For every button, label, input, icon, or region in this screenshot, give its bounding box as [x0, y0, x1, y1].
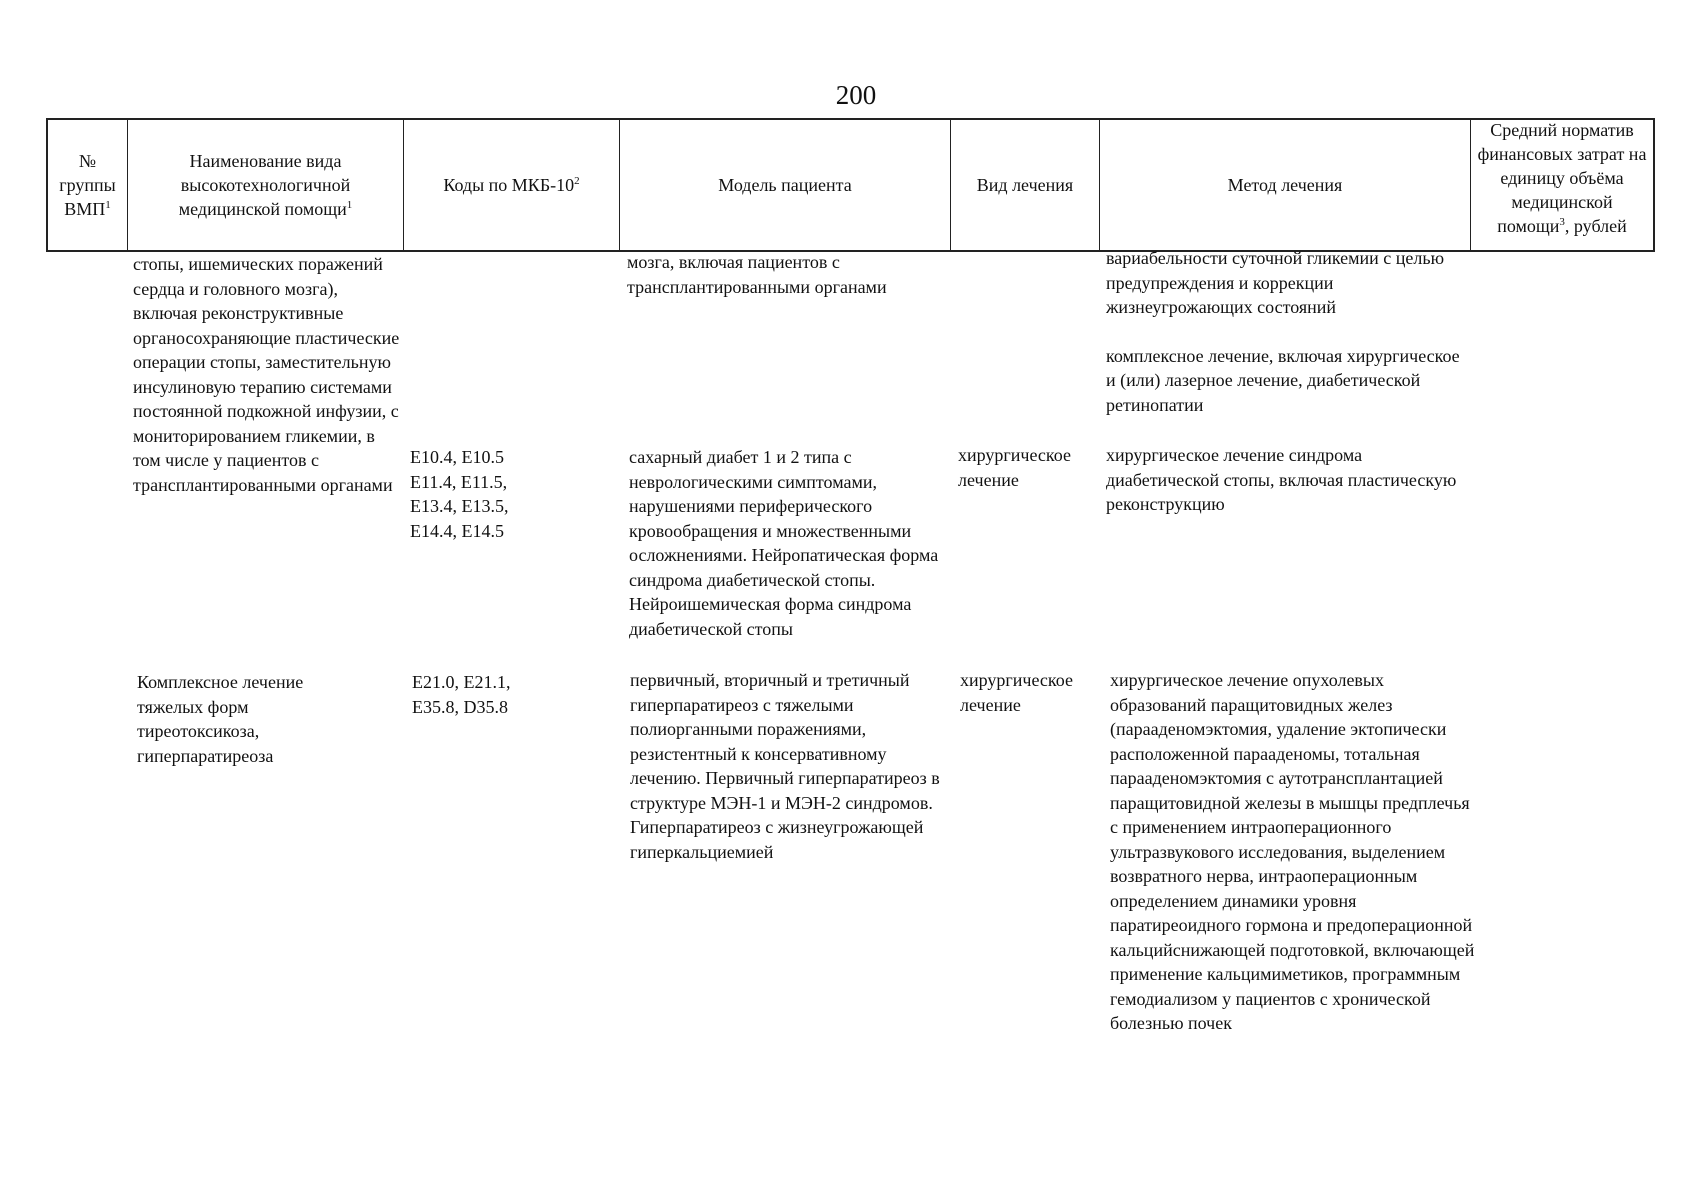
row-0-method-1: вариабельности суточной гликемии с целью предупреждения и коррекции жизнеугрожающих состояний [1106, 248, 1445, 317]
header-cost-standard [1470, 118, 1653, 250]
row-2-patient-model: первичный, вторичный и третичный гиперпаратиреоз с тяжелыми полиорганными поражениями, резистентный к консервативному лечению. Первичный гиперпаратиреоз в структуре МЭН-1 и МЭН-2 синдромов. Гиперпаратиреоз с жизнеугрожающей гиперкальциемией [630, 670, 940, 862]
header-group-number [48, 120, 127, 250]
footnote-marker: 3 [1559, 216, 1565, 228]
footnote-marker: 1 [346, 199, 353, 211]
header-patient-model-label: Модель пациента [718, 175, 852, 195]
header-icd-codes-label: Коды по МКБ-10 [443, 175, 575, 195]
row-2-icd-codes: E21.0, E21.1, E35.8, D35.8 [412, 672, 511, 717]
header-group-number-label: № группы ВМП [59, 151, 116, 219]
row-1-treatment-type: хирургическое лечение [958, 445, 1071, 490]
row-2-care-type: Комплексное лечение тяжелых форм тиреотоксикоза, гиперпаратиреоза [137, 672, 304, 766]
header-treatment-method [1099, 120, 1470, 250]
header-patient-model [619, 120, 950, 250]
header-care-type-label: Наименование вида высокотехнологичной медицинской помощи [178, 151, 351, 219]
header-treatment-type [950, 120, 1099, 250]
footnote-marker: 1 [105, 199, 111, 211]
row-1-icd-codes: E10.4, E10.5 E11.4, E11.5, E13.4, E13.5, E14.4, E14.5 [410, 447, 509, 541]
row-1-patient-model: сахарный диабет 1 и 2 типа с неврологическими симптомами, нарушениями периферического кровообращения и множественными осложнениями. Нейропатическая форма синдрома диабетической стопы. Нейроишемическая форма синдрома диабетической стопы [629, 447, 939, 639]
row-2-method: хирургическое лечение опухолевых образований паращитовидных желез (парааденомэктомия, удаление эктопически расположенной парааденомы, тотальная парааденомэктомия с аутотрансплантацией паращитовидной железы в мышцы предплечья с применением интраоперационного ультразвукового исследования, выделением возвратного нерва, интраоперационным определением динамики уровня паратиреоидного гормона и предоперационной кальцийснижающей подготовкой, включающей применение кальцимиметиков, программным гемодиализом у пациентов с хронической болезнью почек [1110, 670, 1475, 1033]
footnote-marker: 2 [574, 175, 580, 187]
row-2-treatment-type: хирургическое лечение [960, 670, 1073, 715]
header-cost-standard-unit: , рублей [1564, 216, 1627, 236]
header-icd-codes [403, 120, 619, 250]
row-0-method-2: комплексное лечение, включая хирургическое и (или) лазерное лечение, диабетической ретинопатии [1106, 345, 1460, 415]
row-1-method: хирургическое лечение синдрома диабетической стопы, включая пластическую реконструкцию [1106, 445, 1457, 514]
header-care-type [127, 120, 403, 250]
row-0-patient-model: мозга, включая пациентов с трансплантированными органами [627, 252, 887, 297]
table-header [46, 118, 1655, 252]
page-number: 200 [835, 80, 877, 110]
header-cost-standard-label: Средний норматив финансовых затрат на единицу объёма медицинской помощи [1477, 120, 1647, 236]
row-0-method-list [1106, 246, 1471, 417]
header-treatment-method-label: Метод лечения [1227, 175, 1343, 195]
header-treatment-type-label: Вид лечения [976, 175, 1074, 195]
row-0-care-type: стопы, ишемических поражений сердца и головного мозга), включая реконструктивные органосохраняющие пластические операции стопы, заместительную инсулиновую терапию системами постоянной подкожной инфузии, с мониторированием гликемии, в том числе у пациентов с трансплантированными органами [133, 254, 400, 495]
